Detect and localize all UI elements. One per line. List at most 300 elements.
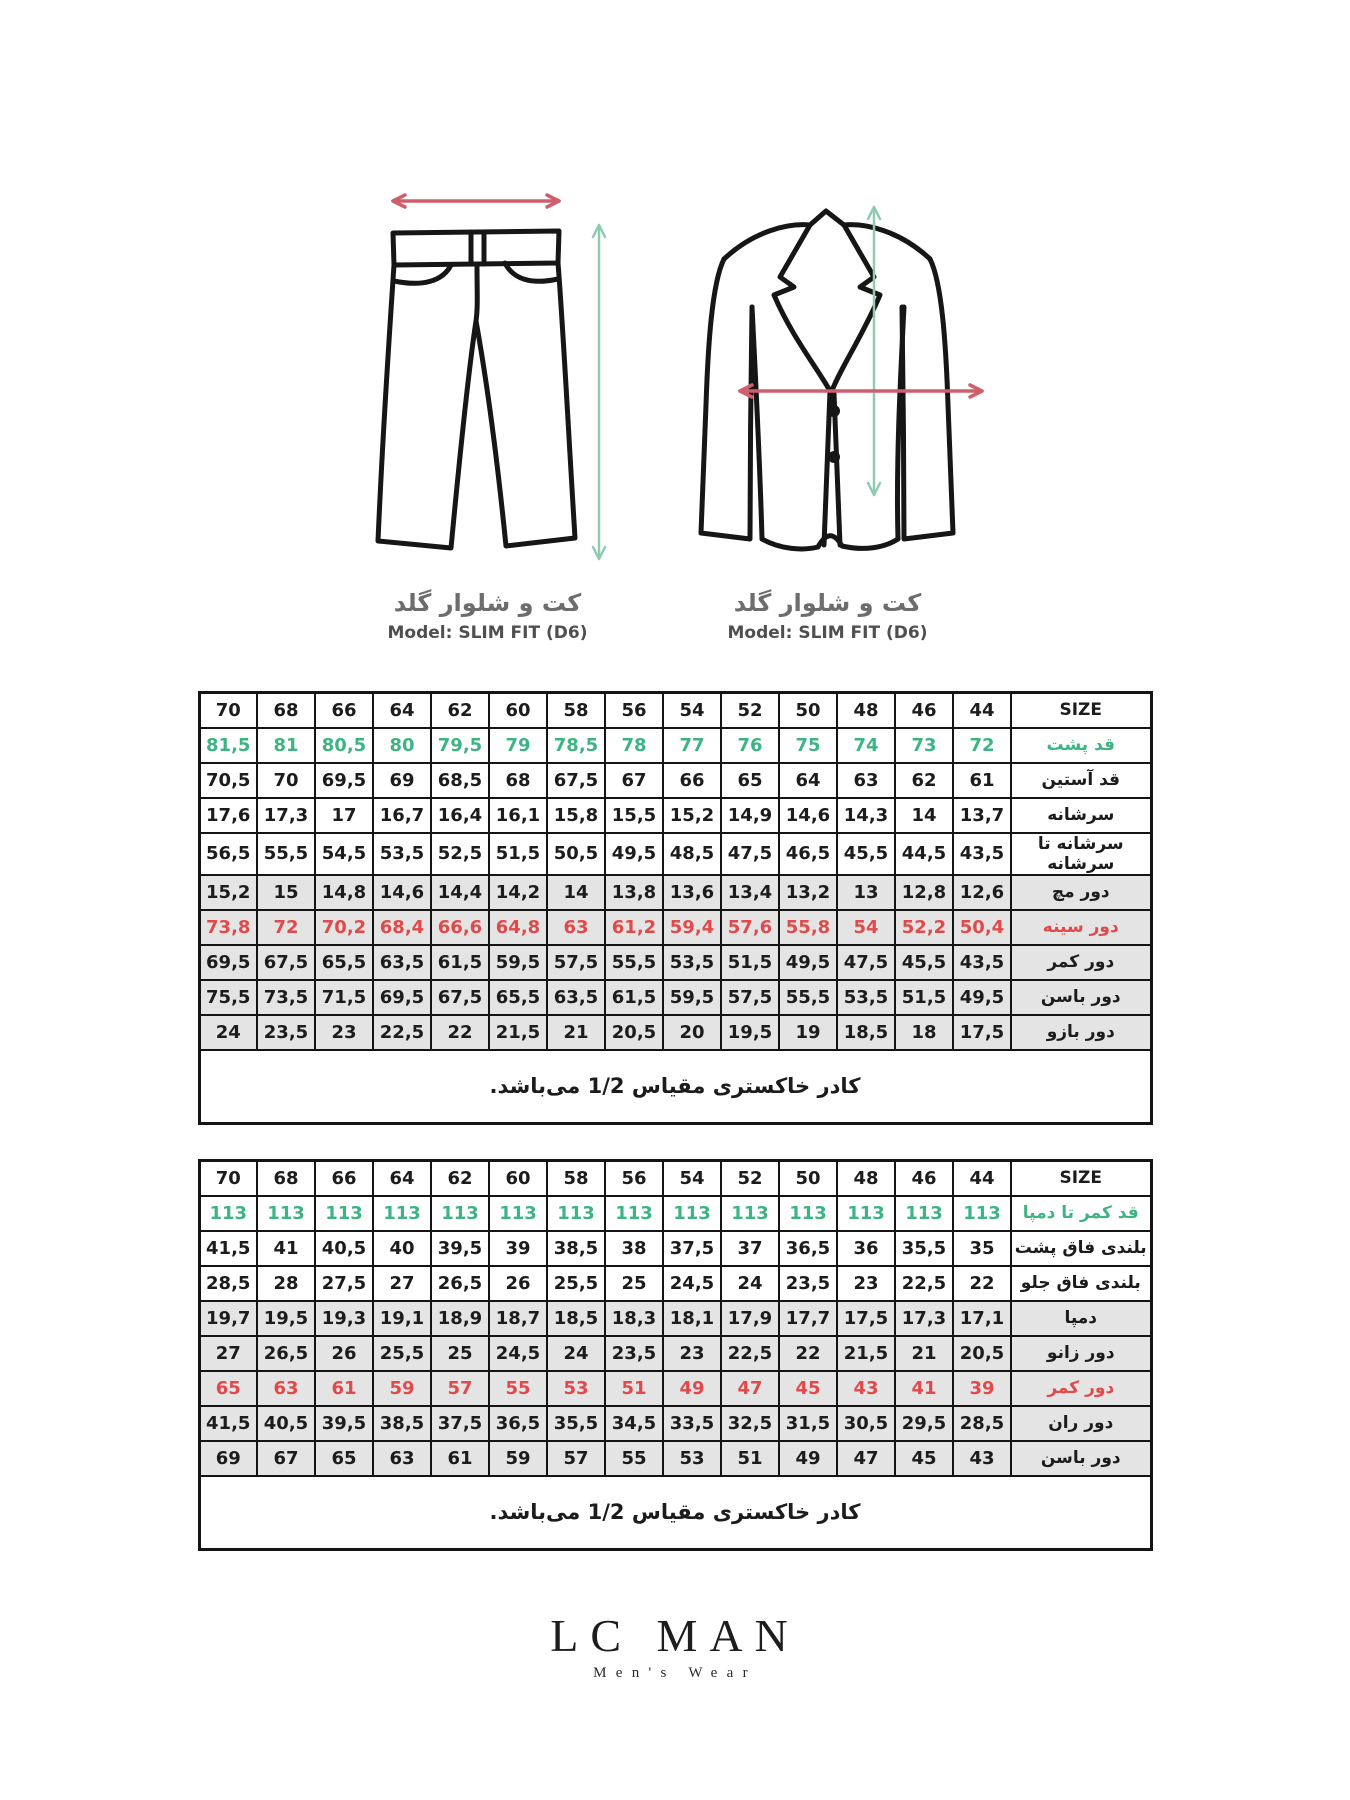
measurement-value: 47 <box>721 1371 779 1406</box>
measurement-row-label: دور باسن <box>1011 980 1151 1015</box>
pants-size-row <box>199 1266 1151 1301</box>
measurement-value: 113 <box>373 1196 431 1231</box>
measurement-value: 18,9 <box>431 1301 489 1336</box>
pants-size-row <box>199 1406 1151 1441</box>
measurement-value: 63,5 <box>373 945 431 980</box>
measurement-value: 40,5 <box>315 1231 373 1266</box>
size-column-header: 56 <box>605 693 663 728</box>
measurement-value: 46,5 <box>779 833 837 875</box>
measurement-value: 21 <box>547 1015 605 1050</box>
measurement-value: 28 <box>257 1266 315 1301</box>
measurement-value: 57 <box>431 1371 489 1406</box>
measurement-value: 76 <box>721 728 779 763</box>
size-column-header: 62 <box>431 1161 489 1196</box>
measurement-value: 17 <box>315 798 373 833</box>
measurement-value: 113 <box>315 1196 373 1231</box>
measurement-value: 17,6 <box>199 798 257 833</box>
measurement-value: 52,5 <box>431 833 489 875</box>
pants-size-row <box>199 1371 1151 1406</box>
measurement-value: 73,8 <box>199 910 257 945</box>
measurement-value: 25 <box>431 1336 489 1371</box>
jacket-outline <box>701 211 953 549</box>
measurement-value: 55 <box>489 1371 547 1406</box>
jacket-size-table-area <box>0 691 1350 1125</box>
measurement-value: 28,5 <box>953 1406 1011 1441</box>
measurement-value: 28,5 <box>199 1266 257 1301</box>
jacket-size-row <box>199 728 1151 763</box>
measurement-value: 16,7 <box>373 798 431 833</box>
measurement-value: 61 <box>431 1441 489 1476</box>
measurement-value: 12,8 <box>895 875 953 910</box>
measurement-value: 35,5 <box>547 1406 605 1441</box>
measurement-value: 73 <box>895 728 953 763</box>
measurement-value: 52,2 <box>895 910 953 945</box>
measurement-value: 53,5 <box>663 945 721 980</box>
measurement-value: 43,5 <box>953 945 1011 980</box>
size-column-header: 46 <box>895 1161 953 1196</box>
measurement-value: 113 <box>199 1196 257 1231</box>
measurement-value: 64 <box>779 763 837 798</box>
pants-size-footnote-row <box>199 1476 1151 1550</box>
measurement-value: 26 <box>315 1336 373 1371</box>
measurement-value: 39 <box>489 1231 547 1266</box>
measurement-value: 19,7 <box>199 1301 257 1336</box>
measurement-value: 26,5 <box>257 1336 315 1371</box>
measurement-value: 18 <box>895 1015 953 1050</box>
size-column-header: 58 <box>547 1161 605 1196</box>
measurement-value: 51,5 <box>895 980 953 1015</box>
measurement-value: 21,5 <box>837 1336 895 1371</box>
size-column-header: 44 <box>953 693 1011 728</box>
measurement-value: 53 <box>547 1371 605 1406</box>
size-column-header: 50 <box>779 693 837 728</box>
measurement-value: 61 <box>953 763 1011 798</box>
measurement-value: 23,5 <box>779 1266 837 1301</box>
measurement-value: 67 <box>605 763 663 798</box>
measurement-value: 79 <box>489 728 547 763</box>
measurement-row-label: سرشانه <box>1011 798 1151 833</box>
measurement-value: 113 <box>837 1196 895 1231</box>
measurement-value: 69,5 <box>315 763 373 798</box>
measurement-value: 19,1 <box>373 1301 431 1336</box>
measurement-value: 57,5 <box>547 945 605 980</box>
measurement-value: 15,8 <box>547 798 605 833</box>
measurement-value: 113 <box>663 1196 721 1231</box>
scale-note: کادر خاکستری مقیاس 1/2 می‌باشد. <box>199 1476 1151 1550</box>
measurement-value: 67 <box>257 1441 315 1476</box>
measurement-value: 62 <box>895 763 953 798</box>
measurement-value: 69 <box>199 1441 257 1476</box>
measurement-value: 17,3 <box>257 798 315 833</box>
measurement-value: 48,5 <box>663 833 721 875</box>
measurement-value: 81 <box>257 728 315 763</box>
size-column-header: 70 <box>199 1161 257 1196</box>
measurement-value: 17,7 <box>779 1301 837 1336</box>
measurement-value: 55,8 <box>779 910 837 945</box>
measurement-value: 50,4 <box>953 910 1011 945</box>
measurement-value: 17,5 <box>837 1301 895 1336</box>
measurement-value: 38,5 <box>373 1406 431 1441</box>
measurement-value: 13,6 <box>663 875 721 910</box>
measurement-value: 68,4 <box>373 910 431 945</box>
measurement-value: 74 <box>837 728 895 763</box>
measurement-value: 65,5 <box>489 980 547 1015</box>
measurement-value: 22 <box>953 1266 1011 1301</box>
measurement-value: 47,5 <box>837 945 895 980</box>
measurement-value: 57 <box>547 1441 605 1476</box>
measurement-value: 61,5 <box>605 980 663 1015</box>
pants-model-label: Model: SLIM FIT (D6) <box>387 623 588 643</box>
measurement-value: 18,1 <box>663 1301 721 1336</box>
size-column-header: 62 <box>431 693 489 728</box>
measurement-value: 45 <box>895 1441 953 1476</box>
measurement-value: 65 <box>315 1441 373 1476</box>
measurement-value: 41 <box>895 1371 953 1406</box>
jacket-caption: کت و شلوار گلد <box>733 589 922 617</box>
measurement-value: 55,5 <box>779 980 837 1015</box>
measurement-value: 67,5 <box>257 945 315 980</box>
measurement-value: 75,5 <box>199 980 257 1015</box>
measurement-value: 55 <box>605 1441 663 1476</box>
measurement-value: 53,5 <box>373 833 431 875</box>
size-column-header: 48 <box>837 693 895 728</box>
measurement-value: 19,5 <box>257 1301 315 1336</box>
measurement-row-label: دور زانو <box>1011 1336 1151 1371</box>
pants-size-row <box>199 1301 1151 1336</box>
measurement-value: 69 <box>373 763 431 798</box>
measurement-value: 22,5 <box>895 1266 953 1301</box>
measurement-value: 45,5 <box>895 945 953 980</box>
measurement-value: 61,5 <box>431 945 489 980</box>
measurement-value: 113 <box>257 1196 315 1231</box>
pants-size-table-area <box>0 1159 1350 1551</box>
jacket-size-header-row <box>199 693 1151 728</box>
measurement-value: 24,5 <box>663 1266 721 1301</box>
measurement-value: 35 <box>953 1231 1011 1266</box>
measurement-value: 41,5 <box>199 1231 257 1266</box>
measurement-value: 54,5 <box>315 833 373 875</box>
measurement-value: 45 <box>779 1371 837 1406</box>
measurement-value: 36,5 <box>489 1406 547 1441</box>
measurement-value: 30,5 <box>837 1406 895 1441</box>
jacket-size-row <box>199 763 1151 798</box>
measurement-value: 24,5 <box>489 1336 547 1371</box>
measurement-value: 27 <box>373 1266 431 1301</box>
measurement-row-label: دمپا <box>1011 1301 1151 1336</box>
measurement-value: 20,5 <box>953 1336 1011 1371</box>
pants-drawing <box>363 185 613 575</box>
measurement-row-label: قد پشت <box>1011 728 1151 763</box>
measurement-value: 54 <box>837 910 895 945</box>
measurement-value: 24 <box>199 1015 257 1050</box>
pants-size-header-row <box>199 1161 1151 1196</box>
measurement-row-label: قد کمر تا دمپا <box>1011 1196 1151 1231</box>
measurement-value: 77 <box>663 728 721 763</box>
measurement-value: 43,5 <box>953 833 1011 875</box>
size-column-header: 68 <box>257 1161 315 1196</box>
measurement-value: 113 <box>721 1196 779 1231</box>
measurement-value: 59,4 <box>663 910 721 945</box>
measurement-value: 70 <box>257 763 315 798</box>
measurement-value: 14 <box>547 875 605 910</box>
jacket-size-footnote-row <box>199 1050 1151 1124</box>
measurement-value: 64,8 <box>489 910 547 945</box>
measurement-value: 16,4 <box>431 798 489 833</box>
pants-figure <box>363 185 613 643</box>
measurement-value: 63 <box>373 1441 431 1476</box>
jacket-size-row <box>199 980 1151 1015</box>
measurement-value: 43 <box>837 1371 895 1406</box>
measurement-value: 37,5 <box>431 1406 489 1441</box>
measurement-value: 19,3 <box>315 1301 373 1336</box>
size-column-header: 68 <box>257 693 315 728</box>
measurement-value: 23 <box>663 1336 721 1371</box>
measurement-value: 22,5 <box>373 1015 431 1050</box>
measurement-value: 41 <box>257 1231 315 1266</box>
measurement-value: 23,5 <box>257 1015 315 1050</box>
jacket-size-row <box>199 875 1151 910</box>
measurement-value: 15,5 <box>605 798 663 833</box>
measurement-value: 25 <box>605 1266 663 1301</box>
measurement-value: 61 <box>315 1371 373 1406</box>
measurement-value: 14,6 <box>779 798 837 833</box>
size-column-header: 64 <box>373 1161 431 1196</box>
measurement-value: 14,4 <box>431 875 489 910</box>
measurement-value: 23 <box>837 1266 895 1301</box>
measurement-value: 14,9 <box>721 798 779 833</box>
measurement-value: 17,1 <box>953 1301 1011 1336</box>
measurement-row-label: بلندی فاق پشت <box>1011 1231 1151 1266</box>
measurement-value: 41,5 <box>199 1406 257 1441</box>
measurement-value: 55,5 <box>257 833 315 875</box>
measurement-value: 36 <box>837 1231 895 1266</box>
measurement-value: 78,5 <box>547 728 605 763</box>
measurement-value: 55,5 <box>605 945 663 980</box>
measurement-value: 47 <box>837 1441 895 1476</box>
measurement-value: 13 <box>837 875 895 910</box>
jacket-caption-block <box>668 589 988 643</box>
measurement-row-label: دور کمر <box>1011 1371 1151 1406</box>
jacket-size-row <box>199 910 1151 945</box>
pants-caption-block <box>363 589 613 643</box>
measurement-value: 59 <box>373 1371 431 1406</box>
measurement-value: 63 <box>547 910 605 945</box>
measurement-row-label: دور سینه <box>1011 910 1151 945</box>
measurement-value: 40 <box>373 1231 431 1266</box>
brand-tagline: Men's Wear <box>593 1665 757 1681</box>
size-column-header: 52 <box>721 1161 779 1196</box>
measurement-row-label: سرشانه تا سرشانه <box>1011 833 1151 875</box>
pants-waist-width-arrow <box>393 195 559 207</box>
brand-logo <box>0 1609 1350 1682</box>
size-column-header: 52 <box>721 693 779 728</box>
measurement-value: 14 <box>895 798 953 833</box>
measurement-value: 39,5 <box>431 1231 489 1266</box>
size-column-header: 56 <box>605 1161 663 1196</box>
measurement-value: 63,5 <box>547 980 605 1015</box>
pants-size-row <box>199 1336 1151 1371</box>
measurement-value: 26 <box>489 1266 547 1301</box>
measurement-row-label: بلندی فاق جلو <box>1011 1266 1151 1301</box>
measurement-value: 50,5 <box>547 833 605 875</box>
measurement-value: 13,4 <box>721 875 779 910</box>
measurement-value: 57,6 <box>721 910 779 945</box>
measurement-value: 73,5 <box>257 980 315 1015</box>
measurement-value: 68 <box>489 763 547 798</box>
measurement-value: 63 <box>257 1371 315 1406</box>
measurement-value: 113 <box>489 1196 547 1231</box>
pants-outline <box>378 231 575 548</box>
measurement-value: 33,5 <box>663 1406 721 1441</box>
jacket-model-label: Model: SLIM FIT (D6) <box>727 623 928 643</box>
size-column-header: 66 <box>315 1161 373 1196</box>
measurement-value: 27,5 <box>315 1266 373 1301</box>
measurement-value: 51 <box>605 1371 663 1406</box>
measurement-value: 18,3 <box>605 1301 663 1336</box>
measurement-value: 29,5 <box>895 1406 953 1441</box>
measurement-value: 49 <box>779 1441 837 1476</box>
measurement-value: 17,3 <box>895 1301 953 1336</box>
measurement-value: 113 <box>547 1196 605 1231</box>
jacket-drawing <box>668 195 988 575</box>
jacket-figure <box>668 195 988 643</box>
measurement-value: 70,5 <box>199 763 257 798</box>
size-column-header: 48 <box>837 1161 895 1196</box>
size-header-label: SIZE <box>1011 1161 1151 1196</box>
measurement-value: 67,5 <box>431 980 489 1015</box>
measurement-value: 69,5 <box>199 945 257 980</box>
measurement-value: 65 <box>199 1371 257 1406</box>
size-column-header: 50 <box>779 1161 837 1196</box>
measurement-value: 113 <box>895 1196 953 1231</box>
measurement-value: 51,5 <box>721 945 779 980</box>
measurement-value: 19 <box>779 1015 837 1050</box>
pants-size-row <box>199 1441 1151 1476</box>
measurement-value: 40,5 <box>257 1406 315 1441</box>
measurement-value: 20,5 <box>605 1015 663 1050</box>
measurement-value: 72 <box>953 728 1011 763</box>
measurement-value: 25,5 <box>373 1336 431 1371</box>
measurement-value: 69,5 <box>373 980 431 1015</box>
measurement-value: 38 <box>605 1231 663 1266</box>
measurement-value: 17,9 <box>721 1301 779 1336</box>
measurement-value: 37,5 <box>663 1231 721 1266</box>
size-column-header: 66 <box>315 693 373 728</box>
measurement-value: 24 <box>547 1336 605 1371</box>
measurement-value: 49 <box>663 1371 721 1406</box>
jacket-size-row <box>199 833 1151 875</box>
measurement-value: 63 <box>837 763 895 798</box>
measurement-value: 59 <box>489 1441 547 1476</box>
measurement-value: 113 <box>779 1196 837 1231</box>
measurement-value: 22 <box>431 1015 489 1050</box>
measurement-value: 31,5 <box>779 1406 837 1441</box>
measurement-value: 49,5 <box>605 833 663 875</box>
measurement-value: 66 <box>663 763 721 798</box>
measurement-value: 44,5 <box>895 833 953 875</box>
measurement-value: 38,5 <box>547 1231 605 1266</box>
measurement-value: 15,2 <box>663 798 721 833</box>
measurement-row-label: دور بازو <box>1011 1015 1151 1050</box>
measurement-value: 18,5 <box>547 1301 605 1336</box>
measurement-value: 26,5 <box>431 1266 489 1301</box>
measurement-value: 36,5 <box>779 1231 837 1266</box>
measurement-value: 45,5 <box>837 833 895 875</box>
size-column-header: 54 <box>663 1161 721 1196</box>
measurement-value: 53,5 <box>837 980 895 1015</box>
measurement-value: 18,5 <box>837 1015 895 1050</box>
jacket-size-row <box>199 945 1151 980</box>
measurement-value: 79,5 <box>431 728 489 763</box>
jacket-length-arrow <box>868 207 880 495</box>
measurement-value: 15,2 <box>199 875 257 910</box>
measurement-value: 23 <box>315 1015 373 1050</box>
size-column-header: 60 <box>489 1161 547 1196</box>
pants-size-row <box>199 1231 1151 1266</box>
measurement-value: 78 <box>605 728 663 763</box>
measurement-value: 51,5 <box>489 833 547 875</box>
measurement-value: 25,5 <box>547 1266 605 1301</box>
measurement-value: 43 <box>953 1441 1011 1476</box>
size-column-header: 64 <box>373 693 431 728</box>
measurement-value: 32,5 <box>721 1406 779 1441</box>
brand-name: LC MAN <box>550 1610 800 1661</box>
pants-caption: کت و شلوار گلد <box>393 589 582 617</box>
measurement-value: 70,2 <box>315 910 373 945</box>
measurement-value: 47,5 <box>721 833 779 875</box>
measurement-value: 49,5 <box>953 980 1011 1015</box>
figures-row <box>0 0 1350 643</box>
measurement-row-label: دور مچ <box>1011 875 1151 910</box>
size-column-header: 58 <box>547 693 605 728</box>
size-column-header: 54 <box>663 693 721 728</box>
jacket-size-row <box>199 1015 1151 1050</box>
jacket-size-row <box>199 798 1151 833</box>
measurement-value: 13,2 <box>779 875 837 910</box>
measurement-value: 18,7 <box>489 1301 547 1336</box>
measurement-value: 80,5 <box>315 728 373 763</box>
jacket-size-table <box>198 691 1153 1125</box>
measurement-value: 57,5 <box>721 980 779 1015</box>
measurement-row-label: دور کمر <box>1011 945 1151 980</box>
measurement-value: 24 <box>721 1266 779 1301</box>
measurement-value: 67,5 <box>547 763 605 798</box>
measurement-value: 17,5 <box>953 1015 1011 1050</box>
size-column-header: 60 <box>489 693 547 728</box>
pants-length-arrow <box>593 225 605 559</box>
measurement-value: 66,6 <box>431 910 489 945</box>
measurement-value: 49,5 <box>779 945 837 980</box>
measurement-value: 14,2 <box>489 875 547 910</box>
measurement-value: 23,5 <box>605 1336 663 1371</box>
pants-size-row <box>199 1196 1151 1231</box>
measurement-value: 51 <box>721 1441 779 1476</box>
measurement-value: 13,7 <box>953 798 1011 833</box>
measurement-value: 59,5 <box>663 980 721 1015</box>
measurement-value: 39,5 <box>315 1406 373 1441</box>
measurement-value: 68,5 <box>431 763 489 798</box>
measurement-value: 65,5 <box>315 945 373 980</box>
measurement-value: 61,2 <box>605 910 663 945</box>
measurement-value: 16,1 <box>489 798 547 833</box>
measurement-value: 21 <box>895 1336 953 1371</box>
measurement-value: 35,5 <box>895 1231 953 1266</box>
measurement-value: 80 <box>373 728 431 763</box>
size-column-header: 70 <box>199 693 257 728</box>
measurement-value: 12,6 <box>953 875 1011 910</box>
measurement-value: 14,3 <box>837 798 895 833</box>
measurement-value: 113 <box>953 1196 1011 1231</box>
